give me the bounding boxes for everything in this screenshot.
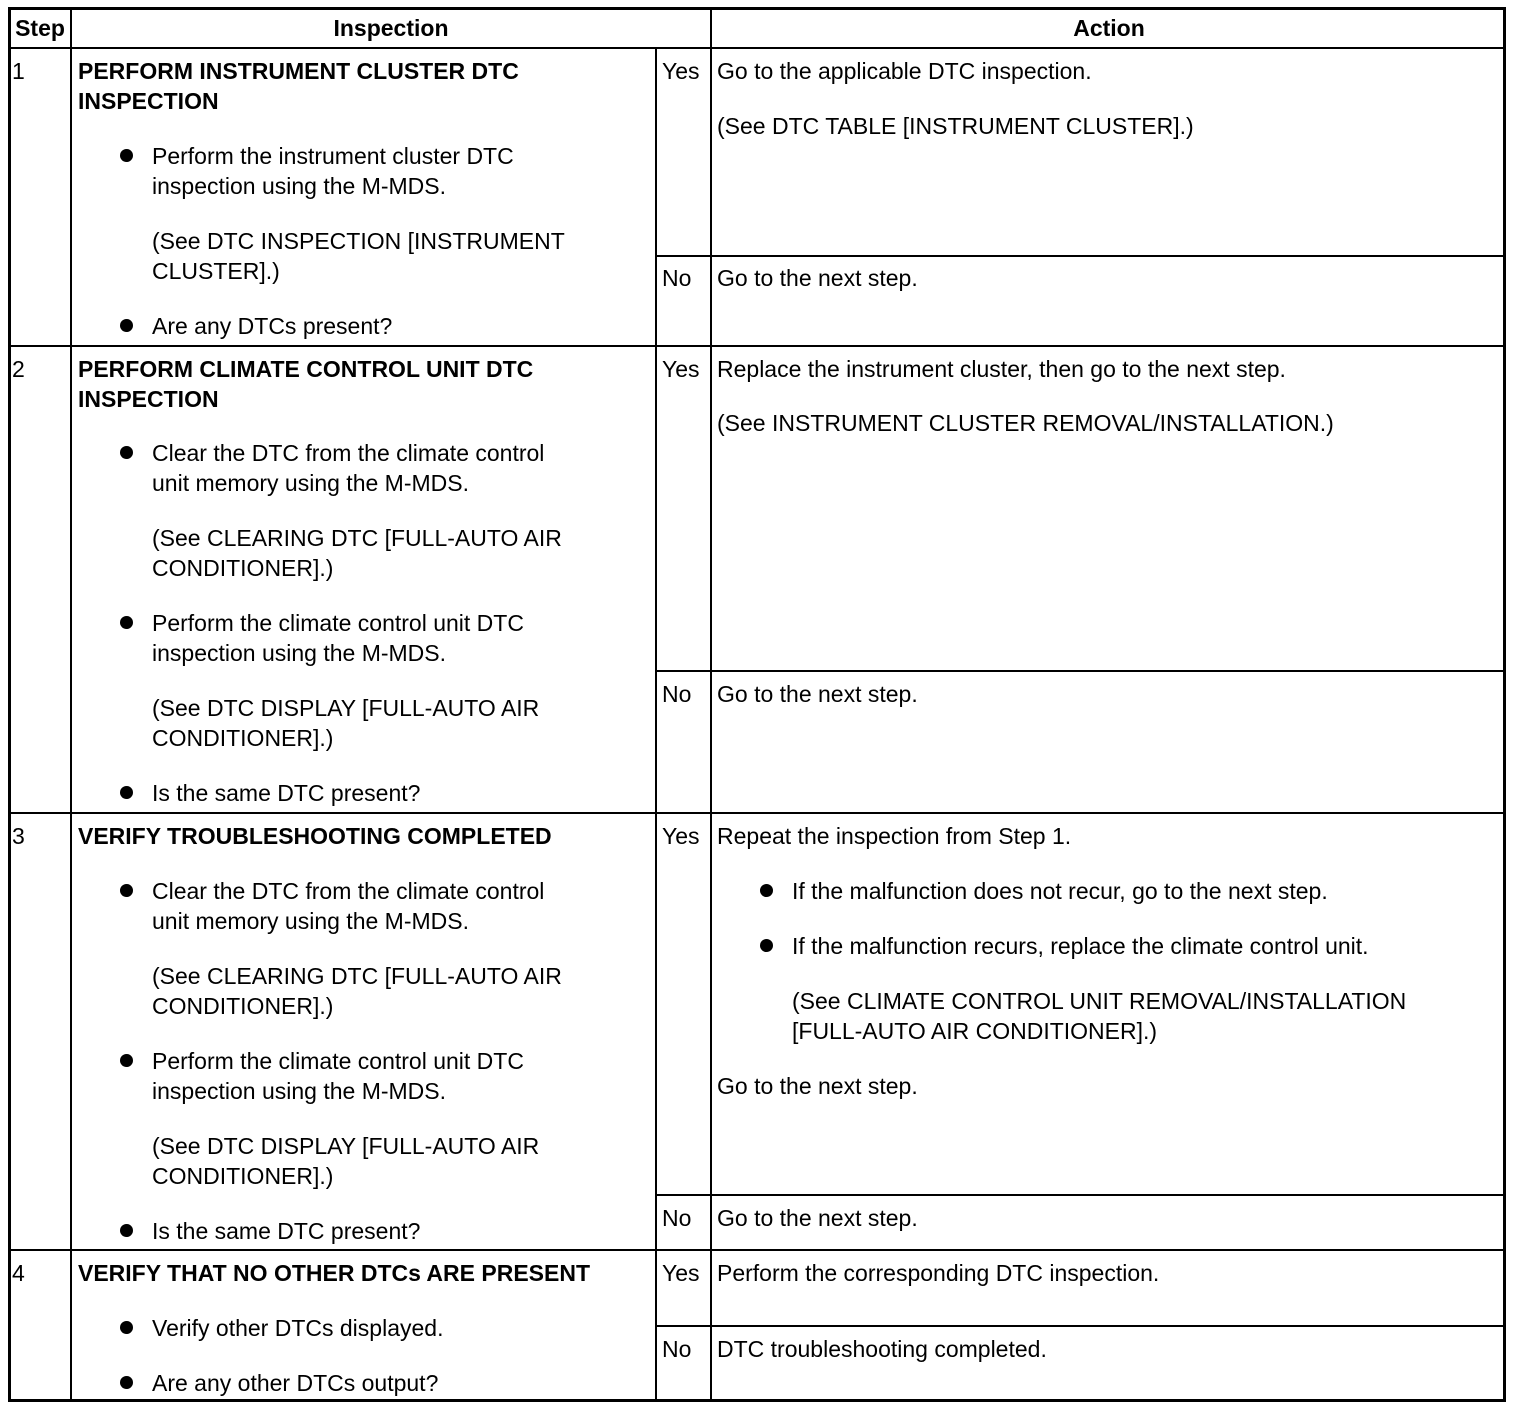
inspection-text: Clear the DTC from the climate control [152,878,545,904]
yes-label: Yes [662,1260,700,1286]
header-action: Action [1073,15,1145,41]
yes-no-divider-3 [655,1194,1506,1196]
action-ref: (See DTC TABLE [INSTRUMENT CLUSTER].) [717,113,1194,139]
step-title: PERFORM INSTRUMENT CLUSTER DTC [78,58,519,84]
inspection-ref: (See DTC INSPECTION [INSTRUMENT [152,228,565,254]
no-label: No [662,1336,692,1362]
action-text: DTC troubleshooting completed. [717,1336,1047,1362]
col-divider-action [710,7,712,1402]
inspection-ref: CONDITIONER].) [152,555,334,581]
bullet-icon [120,446,133,459]
bullet-icon [120,1376,133,1389]
inspection-ref: CONDITIONER].) [152,1163,334,1189]
inspection-ref: (See DTC DISPLAY [FULL-AUTO AIR [152,1133,540,1159]
action-text: Go to the next step. [717,1073,918,1099]
inspection-ref: (See DTC DISPLAY [FULL-AUTO AIR [152,695,540,721]
action-text: Repeat the inspection from Step 1. [717,823,1072,849]
inspection-question: Are any other DTCs output? [152,1370,439,1396]
bullet-icon [120,786,133,799]
header-step: Step [15,15,65,41]
bullet-icon [760,884,773,897]
action-text: If the malfunction does not recur, go to the next step. [792,878,1328,904]
yes-no-divider-1 [655,255,1506,257]
step-number: 3 [12,823,25,849]
action-text: Perform the corresponding DTC inspection. [717,1260,1160,1286]
inspection-text: unit memory using the M-MDS. [152,470,469,496]
yes-no-divider-2 [655,670,1506,672]
action-text: Go to the next step. [717,681,918,707]
inspection-text: Verify other DTCs displayed. [152,1315,444,1341]
action-text: Go to the next step. [717,265,918,291]
step-number: 2 [12,356,25,382]
step-title: INSPECTION [78,386,219,412]
bullet-icon [120,616,133,629]
no-label: No [662,681,692,707]
inspection-ref: CONDITIONER].) [152,993,334,1019]
action-text: Go to the next step. [717,1205,918,1231]
inspection-text: inspection using the M-MDS. [152,1078,447,1104]
inspection-text: Perform the climate control unit DTC [152,1048,524,1074]
no-label: No [662,265,692,291]
bullet-icon [120,1321,133,1334]
col-divider-step [70,7,72,1402]
inspection-text: Perform the climate control unit DTC [152,610,524,636]
bullet-icon [120,1054,133,1067]
row-divider-1 [8,345,1506,347]
inspection-ref: (See CLEARING DTC [FULL-AUTO AIR [152,525,562,551]
inspection-ref: CONDITIONER].) [152,725,334,751]
bullet-icon [120,319,133,332]
row-divider-2 [8,812,1506,814]
action-text: Replace the instrument cluster, then go to the next step. [717,356,1286,382]
inspection-text: inspection using the M-MDS. [152,173,447,199]
col-divider-inspection [655,48,657,1402]
bullet-icon [120,884,133,897]
inspection-question: Is the same DTC present? [152,780,421,806]
bullet-icon [760,939,773,952]
inspection-text: Perform the instrument cluster DTC [152,143,514,169]
yes-label: Yes [662,356,700,382]
step-number: 1 [12,58,25,84]
inspection-question: Are any DTCs present? [152,313,393,339]
inspection-question: Is the same DTC present? [152,1218,421,1244]
row-divider-header [8,47,1506,49]
inspection-text: unit memory using the M-MDS. [152,908,469,934]
step-title: VERIFY THAT NO OTHER DTCs ARE PRESENT [78,1260,591,1286]
action-ref: [FULL-AUTO AIR CONDITIONER].) [792,1018,1158,1044]
yes-label: Yes [662,58,700,84]
yes-no-divider-4 [655,1325,1506,1327]
header-inspection: Inspection [333,15,449,41]
row-divider-3 [8,1249,1506,1251]
inspection-ref: (See CLEARING DTC [FULL-AUTO AIR [152,963,562,989]
bullet-icon [120,149,133,162]
step-title: PERFORM CLIMATE CONTROL UNIT DTC [78,356,534,382]
action-text: Go to the applicable DTC inspection. [717,58,1092,84]
bullet-icon [120,1224,133,1237]
step-title: INSPECTION [78,88,219,114]
step-title: VERIFY TROUBLESHOOTING COMPLETED [78,823,552,849]
action-ref: (See INSTRUMENT CLUSTER REMOVAL/INSTALLATION.) [717,410,1334,436]
action-text: If the malfunction recurs, replace the climate control unit. [792,933,1369,959]
action-ref: (See CLIMATE CONTROL UNIT REMOVAL/INSTALLATION [792,988,1407,1014]
inspection-text: Clear the DTC from the climate control [152,440,545,466]
yes-label: Yes [662,823,700,849]
no-label: No [662,1205,692,1231]
step-number: 4 [12,1260,25,1286]
inspection-text: inspection using the M-MDS. [152,640,447,666]
inspection-ref: CLUSTER].) [152,258,280,284]
